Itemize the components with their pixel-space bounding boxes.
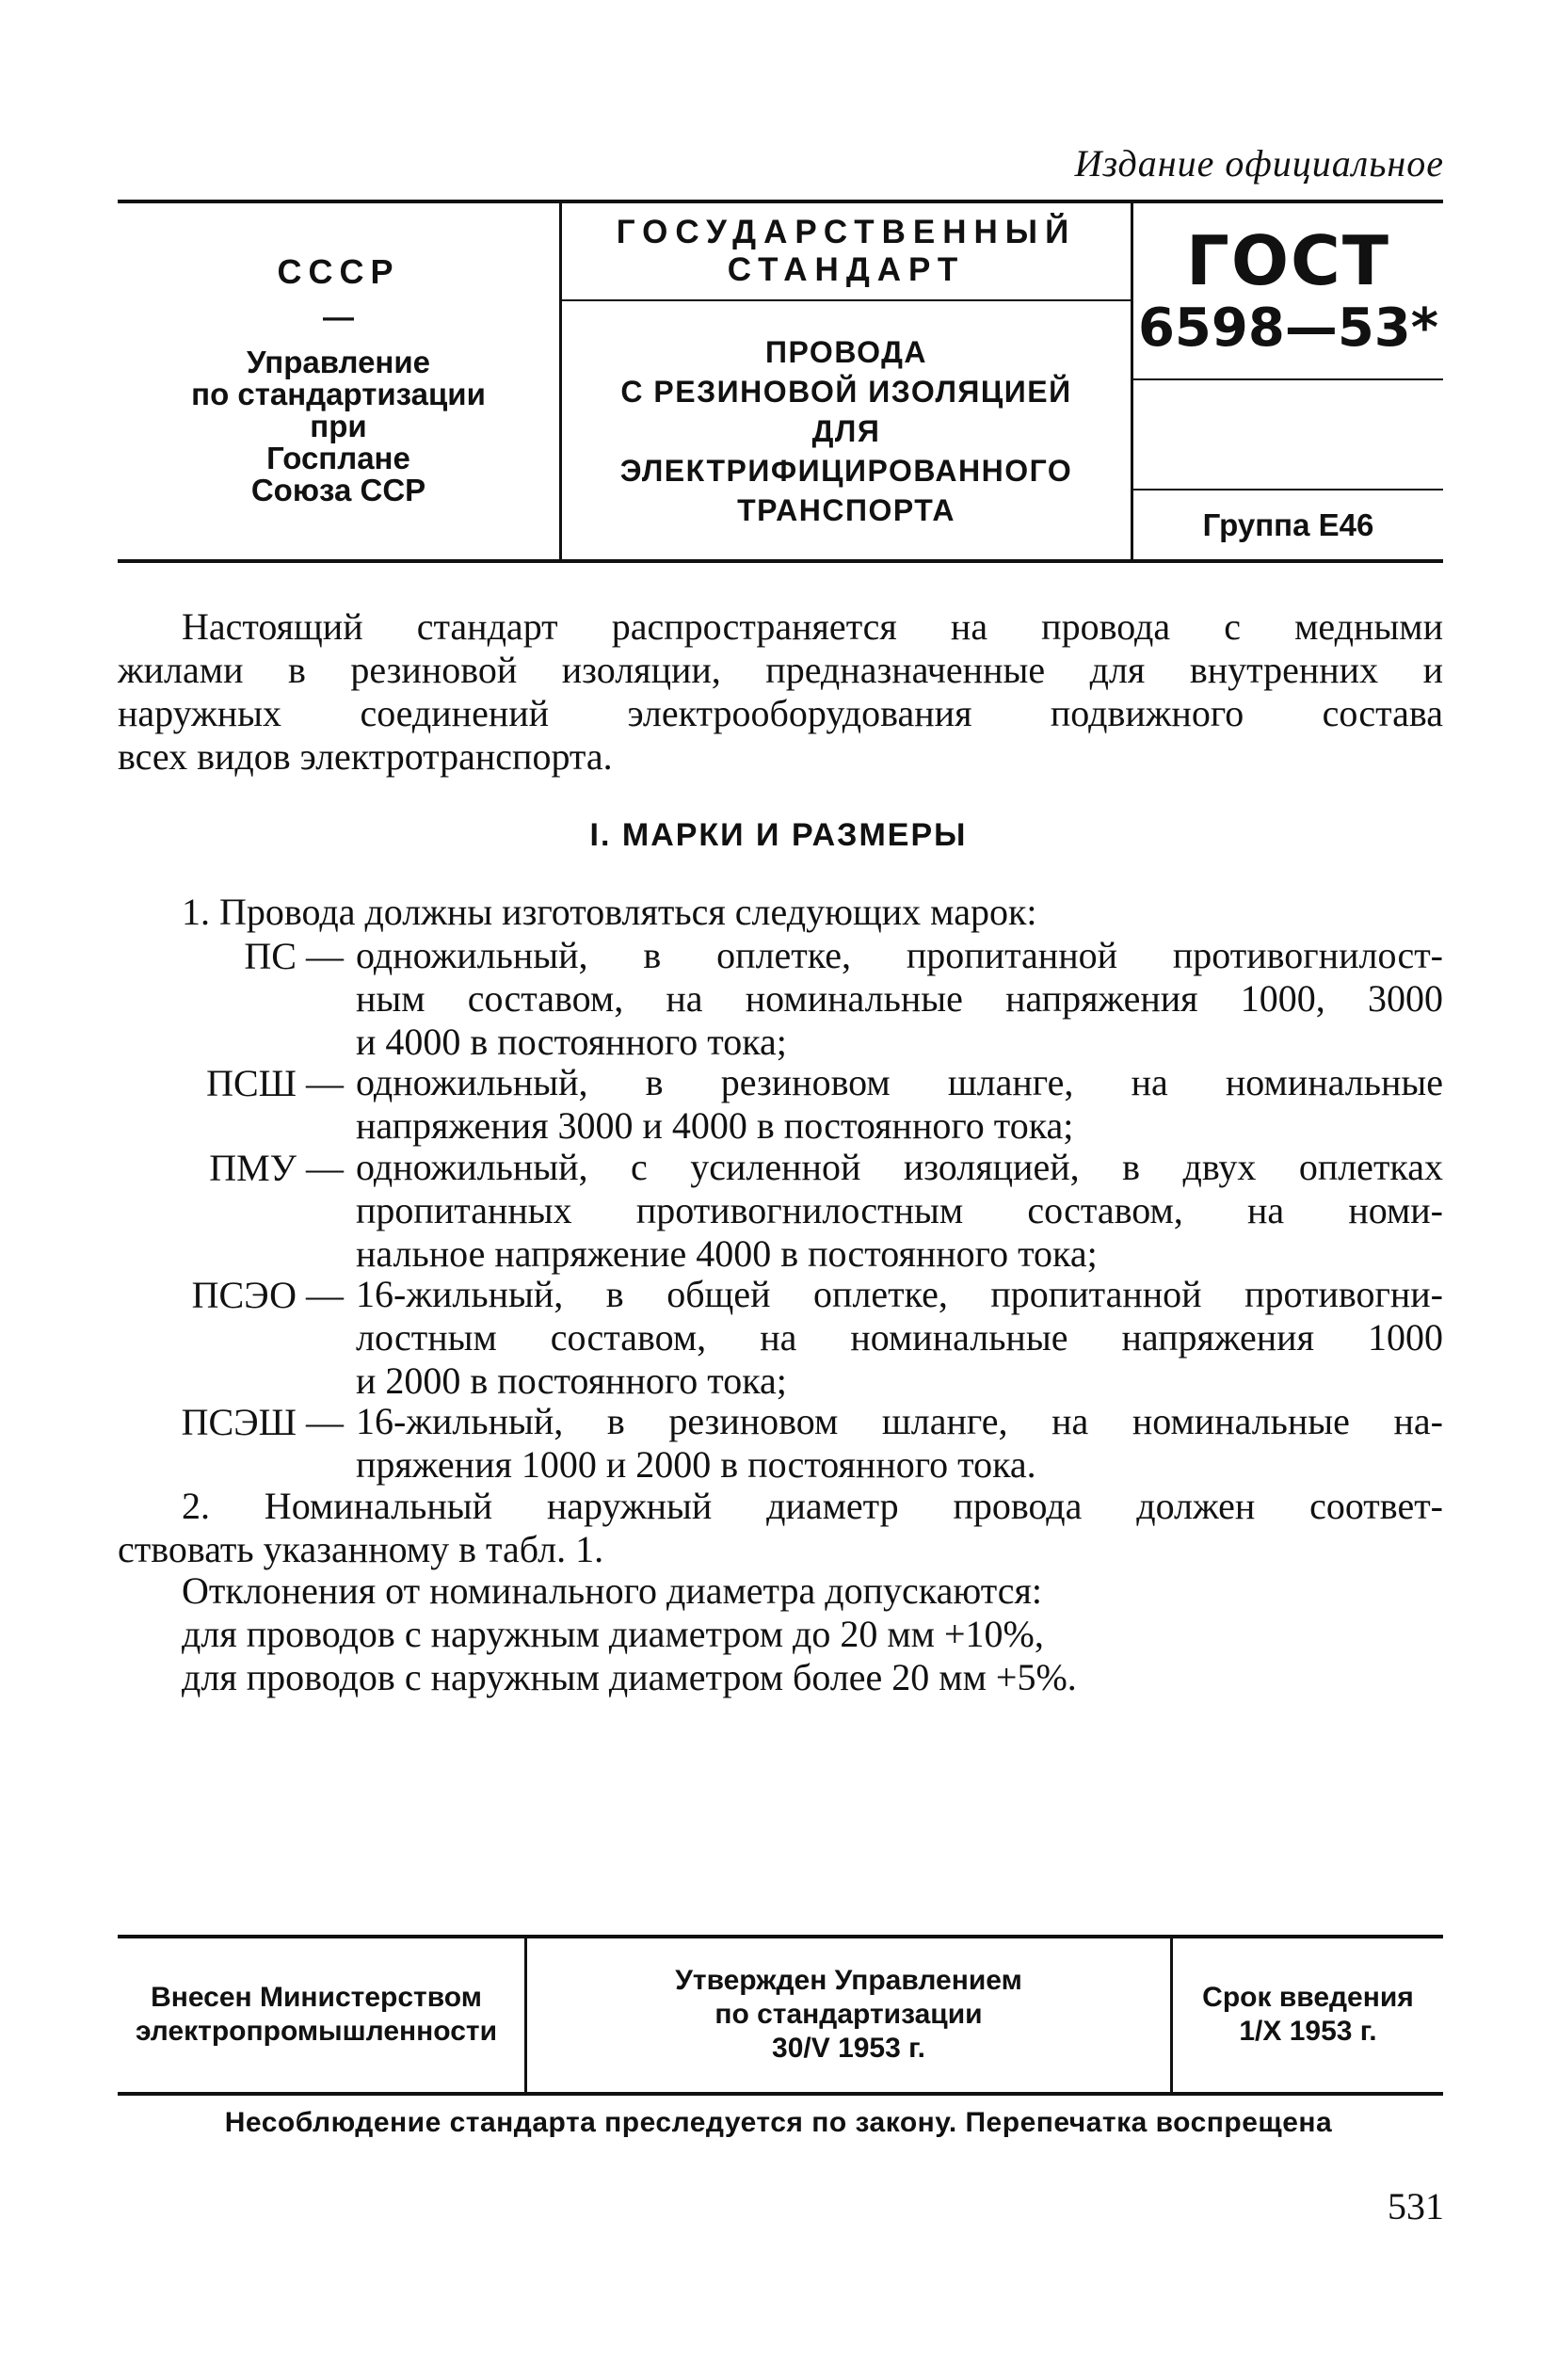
footer-line: Внесен Министерством	[151, 1982, 482, 2013]
issuer-line: Госплане	[266, 441, 410, 475]
mark-definition	[356, 934, 1443, 1064]
definition-line: одножильный, в резиновом шланге, на номинальные	[356, 1061, 1443, 1103]
intro-line: наружных соединений электрооборудования подвижного состава	[118, 692, 1443, 734]
definition-line: пряжения 1000 и 2000 в постоянного тока.	[356, 1443, 1036, 1486]
footer-line: 1/X 1953 г.	[1239, 2016, 1377, 2047]
definition-line: 16-жильный, в общей оплетке, пропитанной противогни-	[356, 1273, 1443, 1315]
definition-line: одножильный, в оплетке, пропитанной противогнилост-	[356, 934, 1443, 976]
item2-line: ствовать указанному в табл. 1.	[118, 1528, 604, 1570]
deviation-line: Отклонения от номинального диаметра допускаются:	[182, 1569, 1042, 1612]
intro-line: жилами в резиновой изоляции, предназначенные для внутренних и	[118, 649, 1443, 691]
definition-line: напряжения 3000 и 4000 в постоянного тока;	[356, 1104, 1074, 1147]
country-label: СССР	[277, 252, 400, 291]
footer-line: Утвержден Управлением	[675, 1965, 1022, 1996]
definition-line: одножильный, с усиленной изоляцией, в двух оплетках	[356, 1146, 1443, 1188]
definition-line: пропитанных противогнилостным составом, на номи-	[356, 1189, 1443, 1231]
footer-line: электропромышленности	[135, 2016, 498, 2047]
footer-introduced-cell	[108, 1938, 524, 2092]
item2-paragraph	[118, 1485, 1443, 1571]
mark-definition	[356, 1061, 1443, 1148]
standard-type-line: ГОСУДАРСТВЕННЫЙ	[616, 214, 1077, 250]
mark-term: ПСЭО —	[191, 1274, 344, 1316]
deviation-line: для проводов с наружным диаметром более 20 мм +5%.	[182, 1656, 1077, 1698]
definition-line: 16-жильный, в резиновом шланге, на номинальные на-	[356, 1400, 1443, 1442]
footer-effective-cell	[1173, 1938, 1443, 2092]
mark-definition	[356, 1146, 1443, 1276]
footer-line: по стандартизации	[714, 1999, 983, 2030]
issuer-line: по стандартизации	[191, 377, 486, 411]
item2-line: 2. Номинальный наружный диаметр провода должен соответ-	[182, 1485, 1443, 1527]
section-heading: I. МАРКИ И РАЗМЕРЫ	[589, 817, 968, 853]
issuer-line: Союза ССР	[250, 473, 426, 507]
definition-line: и 2000 в постоянного тока;	[356, 1359, 787, 1402]
edition-label: Издание официальное	[1074, 142, 1444, 185]
footer-line: Срок введения	[1202, 1982, 1414, 2013]
definition-line: лостным составом, на номинальные напряжения 1000	[356, 1316, 1443, 1359]
definition-line: ным составом, на номинальные напряжения 1000, 3000	[356, 977, 1443, 1020]
mark-definition	[356, 1400, 1443, 1487]
intro-paragraph	[118, 605, 1443, 779]
definition-line: нальное напряжение 4000 в постоянного тока;	[356, 1232, 1098, 1275]
header-right-rule-1	[1133, 378, 1443, 380]
group-label: Группа Е46	[1202, 507, 1374, 542]
issuer-line: при	[310, 409, 367, 443]
mark-term: ПС —	[244, 935, 344, 977]
title-line: ЭЛЕКТРИФИЦИРОВАННОГО	[619, 454, 1073, 488]
group-cell	[1133, 490, 1443, 559]
footer-line: 30/V 1953 г.	[772, 2033, 925, 2064]
footer-bottom-rule	[118, 2092, 1443, 2096]
intro-line: Настоящий стандарт распространяется на провода с медными	[182, 605, 1443, 648]
mark-term: ПСШ —	[206, 1062, 344, 1104]
header-dash: —	[323, 299, 354, 334]
gost-code-cell	[1133, 203, 1443, 378]
gost-code: ГОСТ	[1185, 221, 1391, 300]
intro-line: всех видов электротранспорта.	[118, 735, 613, 778]
standard-type-line: СТАНДАРТ	[727, 251, 966, 288]
item1-intro: 1. Провода должны изготовляться следующих марок:	[182, 891, 1037, 933]
standard-type-cell	[562, 203, 1131, 299]
header-issuer-cell	[118, 203, 559, 559]
header-bottom-rule	[118, 559, 1443, 563]
mark-definition	[356, 1273, 1443, 1403]
mark-term: ПСЭШ —	[181, 1401, 344, 1443]
page-number: 531	[1388, 2185, 1444, 2227]
title-line: С РЕЗИНОВОЙ ИЗОЛЯЦИЕЙ	[620, 375, 1072, 409]
footer-approved-cell	[527, 1938, 1170, 2092]
issuer-line: Управление	[246, 345, 431, 379]
standard-title-cell	[562, 303, 1131, 559]
header-middle-rule	[562, 299, 1131, 301]
deviation-line: для проводов с наружным диаметром до 20 мм +10%,	[182, 1613, 1044, 1655]
mark-term: ПМУ —	[209, 1147, 344, 1189]
definition-line: и 4000 в постоянного тока;	[356, 1021, 787, 1063]
gost-number: 6598—53*	[1137, 298, 1439, 359]
legal-notice: Несоблюдение стандарта преследуется по закону. Перепечатка воспрещена	[224, 2107, 1333, 2138]
title-line: ПРОВОДА	[765, 335, 927, 369]
title-line: ДЛЯ	[811, 414, 881, 448]
title-line: ТРАНСПОРТА	[737, 493, 955, 527]
